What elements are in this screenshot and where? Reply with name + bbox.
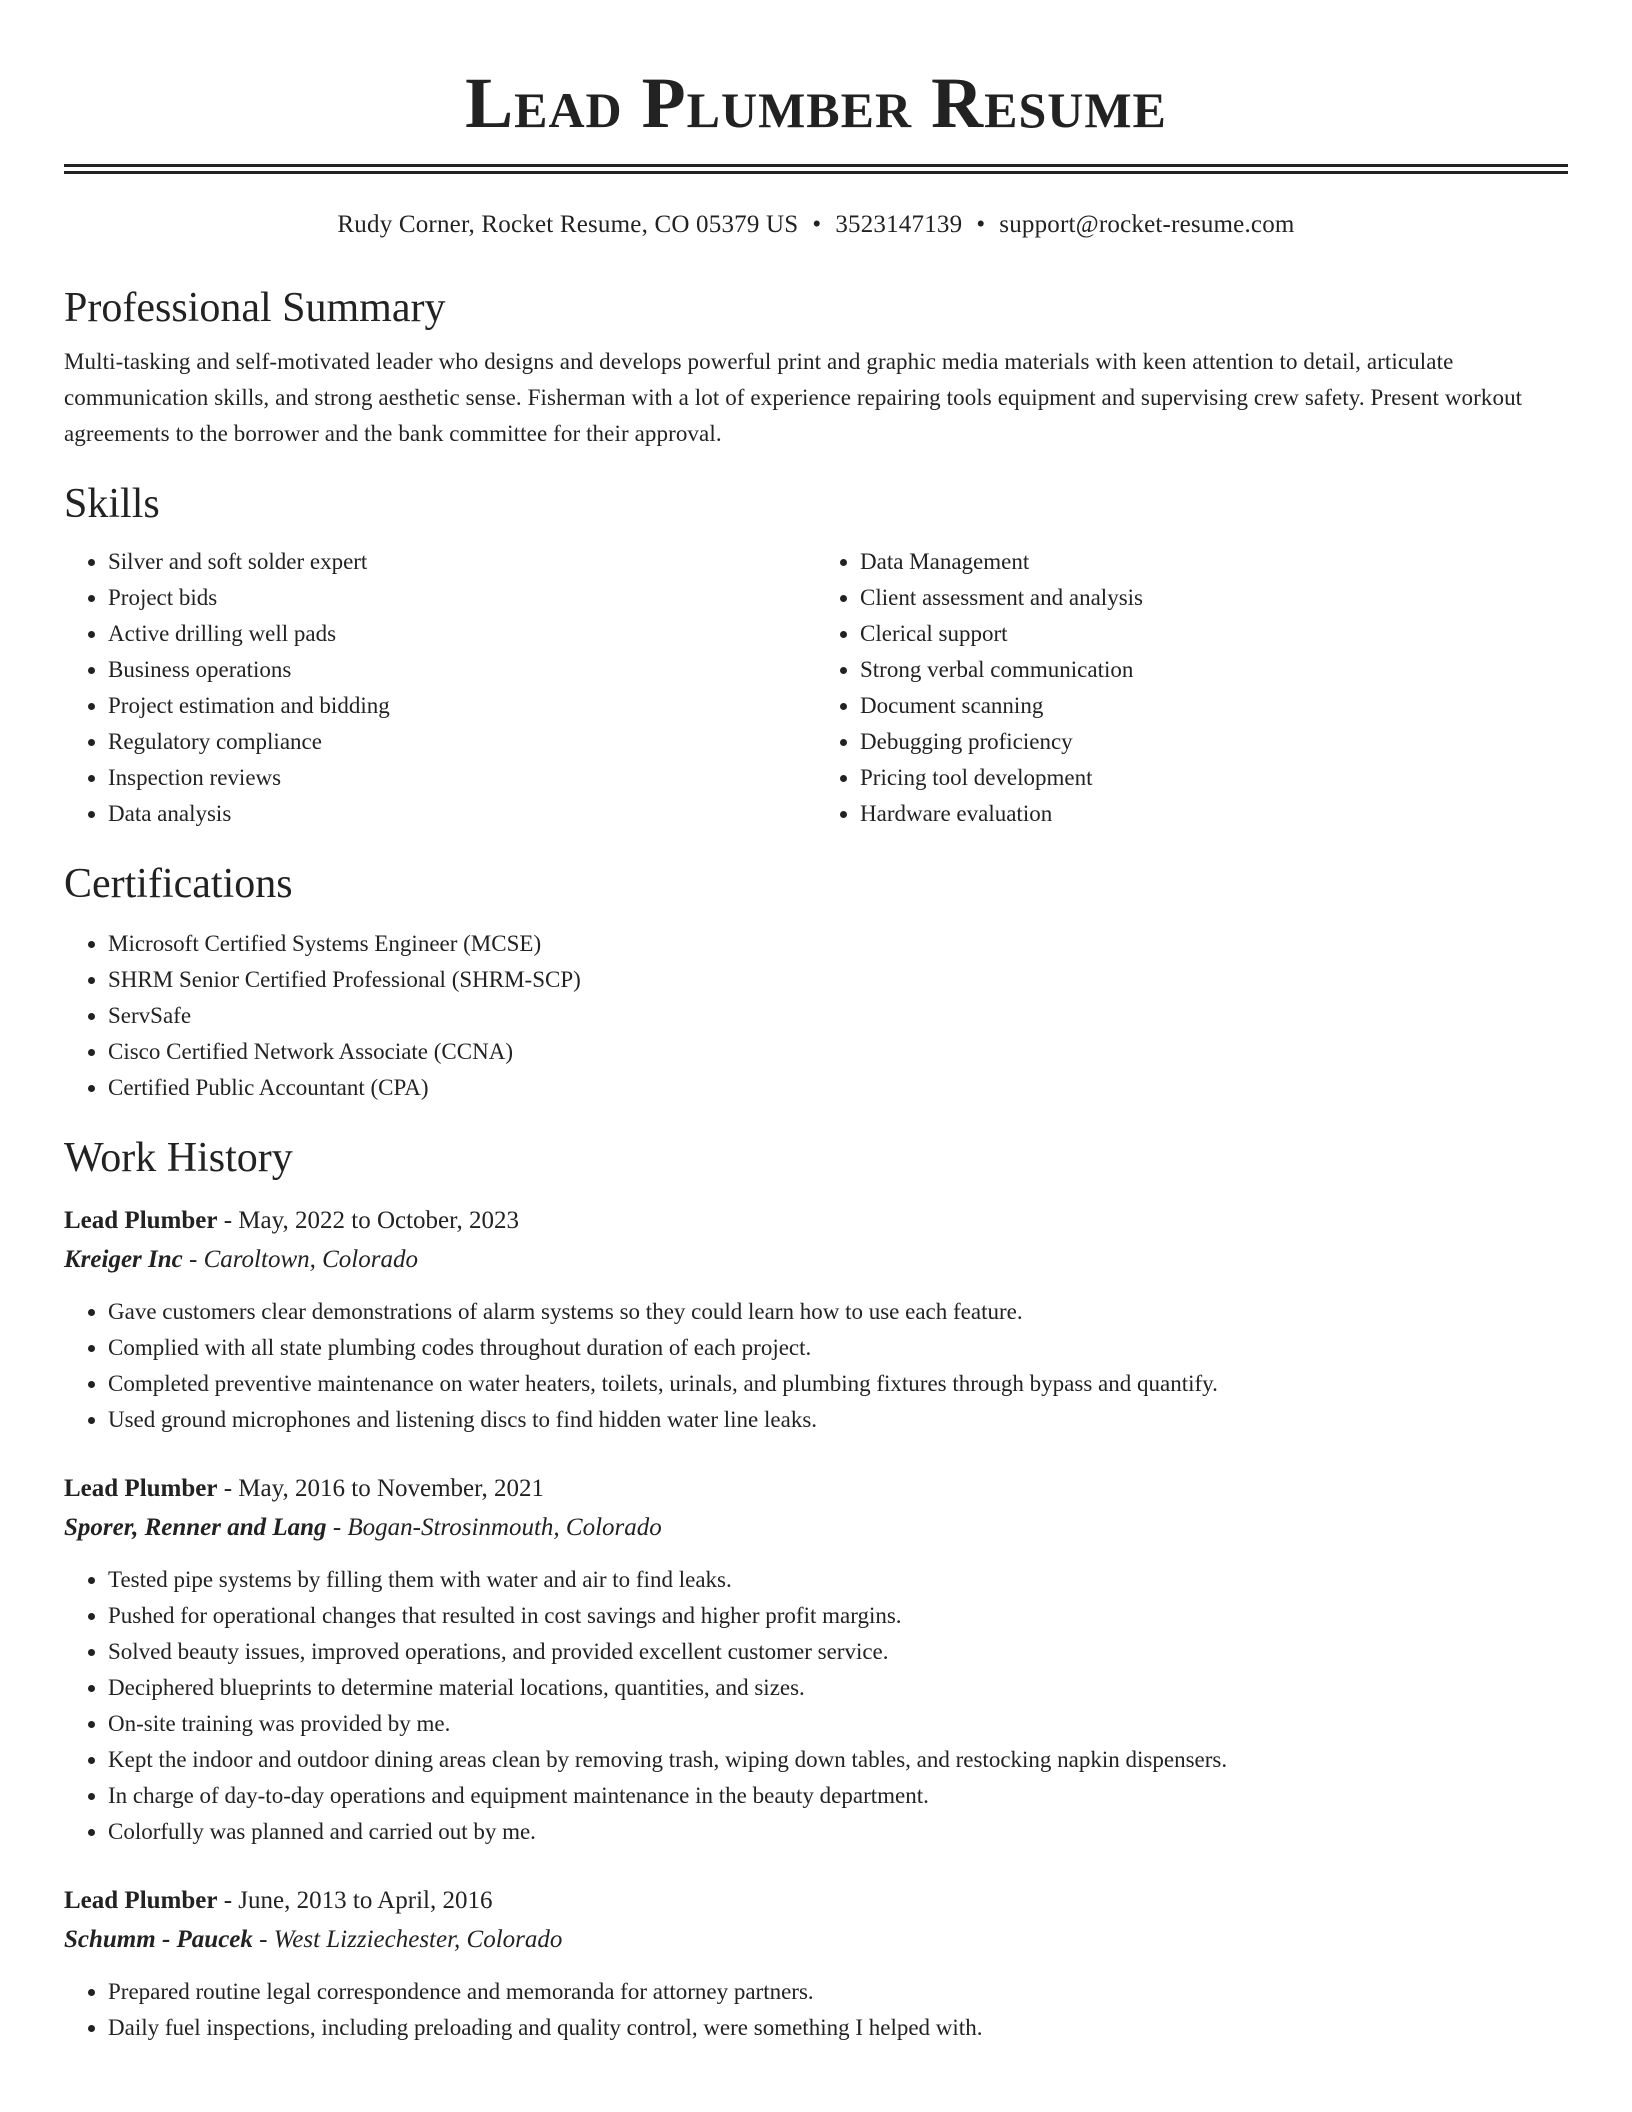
job-role: Lead Plumber — [64, 1207, 218, 1234]
contact-phone: 3523147139 — [835, 211, 963, 238]
certification-item: • Microsoft Certified Systems Engineer (MCSE) — [108, 926, 1568, 962]
job-company: Kreiger Inc — [64, 1246, 183, 1273]
certification-item: • Certified Public Accountant (CPA) — [108, 1070, 1568, 1106]
job-duty: • Gave customers clear demonstrations of alarm systems so they could learn how to use each feature. — [108, 1294, 1568, 1330]
skill-item: • Silver and soft solder expert — [108, 544, 816, 580]
job-location: - Bogan-Strosinmouth, Colorado — [326, 1514, 662, 1541]
contact-line — [64, 208, 1568, 242]
job-duty: • Complied with all state plumbing codes throughout duration of each project. — [108, 1330, 1568, 1366]
job-duties-list — [64, 1294, 1568, 1438]
job-dates: - May, 2016 to November, 2021 — [217, 1475, 544, 1502]
title-divider — [64, 164, 1568, 174]
page-title: Lead Plumber Resume — [465, 63, 1167, 143]
job-duty: • Daily fuel inspections, including preloading and quality control, were something I helped with. — [108, 2010, 1568, 2046]
job-role: Lead Plumber — [64, 1887, 218, 1914]
job-employer — [64, 1508, 1568, 1548]
skill-item: • Debugging proficiency — [860, 724, 1568, 760]
job-entry — [64, 1882, 1568, 2046]
job-dates: - May, 2022 to October, 2023 — [217, 1207, 519, 1234]
certification-item: • Cisco Certified Network Associate (CCNA) — [108, 1034, 1568, 1070]
job-duties-list — [64, 1562, 1568, 1850]
skills-columns — [64, 544, 1568, 832]
contact-separator: • — [976, 211, 986, 238]
skills-heading: Skills — [64, 481, 160, 527]
job-entry — [64, 1470, 1568, 1850]
skill-item: • Business operations — [108, 652, 816, 688]
job-employer — [64, 1240, 1568, 1280]
skill-item: • Clerical support — [860, 616, 1568, 652]
job-duty: • In charge of day-to-day operations and equipment maintenance in the beauty department. — [108, 1778, 1568, 1814]
summary-text: Multi-tasking and self-motivated leader who designs and develops powerful print and graphic media materials with keen attention to detail, articulate communication skills, and strong aesthetic sense. Fisherman with a lot of experience repairing tools equipment and supervising crew safety. Present workout agreements to the borrower and the bank committee for their approval. — [64, 349, 1523, 446]
certifications-list — [64, 926, 1568, 1106]
job-header — [64, 1202, 1568, 1240]
job-duty: • Kept the indoor and outdoor dining areas clean by removing trash, wiping down tables, and restocking napkin dispensers. — [108, 1742, 1568, 1778]
certifications-heading: Certifications — [64, 861, 293, 907]
contact-separator: • — [812, 211, 822, 238]
work-history-heading: Work History — [64, 1135, 293, 1181]
skill-item: • Active drilling well pads — [108, 616, 816, 652]
job-duty: • Colorfully was planned and carried out by me. — [108, 1814, 1568, 1850]
summary-heading: Professional Summary — [64, 285, 446, 331]
skill-item: • Data Management — [860, 544, 1568, 580]
skill-item: • Regulatory compliance — [108, 724, 816, 760]
job-duty: • Deciphered blueprints to determine material locations, quantities, and sizes. — [108, 1670, 1568, 1706]
job-employer — [64, 1920, 1568, 1960]
job-company: Sporer, Renner and Lang — [64, 1514, 327, 1541]
job-duty: • Completed preventive maintenance on water heaters, toilets, urinals, and plumbing fixtures through bypass and quantify. — [108, 1366, 1568, 1402]
job-entry — [64, 1202, 1568, 1438]
job-duty: • Used ground microphones and listening discs to find hidden water line leaks. — [108, 1402, 1568, 1438]
contact-email: support@rocket-resume.com — [999, 211, 1295, 238]
skill-item: • Pricing tool development — [860, 760, 1568, 796]
job-duty: • Solved beauty issues, improved operations, and provided excellent customer service. — [108, 1634, 1568, 1670]
skills-list-right — [816, 544, 1568, 832]
skill-item: • Project bids — [108, 580, 816, 616]
job-dates: - June, 2013 to April, 2016 — [217, 1887, 493, 1914]
job-duty: • Tested pipe systems by filling them with water and air to find leaks. — [108, 1562, 1568, 1598]
skill-item: • Data analysis — [108, 796, 816, 832]
skill-item: • Inspection reviews — [108, 760, 816, 796]
job-header — [64, 1470, 1568, 1508]
certification-item: • ServSafe — [108, 998, 1568, 1034]
skill-item: • Client assessment and analysis — [860, 580, 1568, 616]
skill-item: • Document scanning — [860, 688, 1568, 724]
skills-list-left — [64, 544, 816, 832]
contact-address: Rudy Corner, Rocket Resume, CO 05379 US — [337, 211, 799, 238]
skill-item: • Hardware evaluation — [860, 796, 1568, 832]
job-location: - Caroltown, Colorado — [182, 1246, 418, 1273]
job-header — [64, 1882, 1568, 1920]
skill-item: • Project estimation and bidding — [108, 688, 816, 724]
skill-item: • Strong verbal communication — [860, 652, 1568, 688]
job-duty: • Pushed for operational changes that resulted in cost savings and higher profit margins. — [108, 1598, 1568, 1634]
certification-item: • SHRM Senior Certified Professional (SHRM-SCP) — [108, 962, 1568, 998]
job-duty: • Prepared routine legal correspondence and memoranda for attorney partners. — [108, 1974, 1568, 2010]
job-duties-list — [64, 1974, 1568, 2046]
job-company: Schumm - Paucek — [64, 1926, 253, 1953]
job-duty: • On-site training was provided by me. — [108, 1706, 1568, 1742]
job-role: Lead Plumber — [64, 1475, 218, 1502]
job-location: - West Lizziechester, Colorado — [252, 1926, 563, 1953]
